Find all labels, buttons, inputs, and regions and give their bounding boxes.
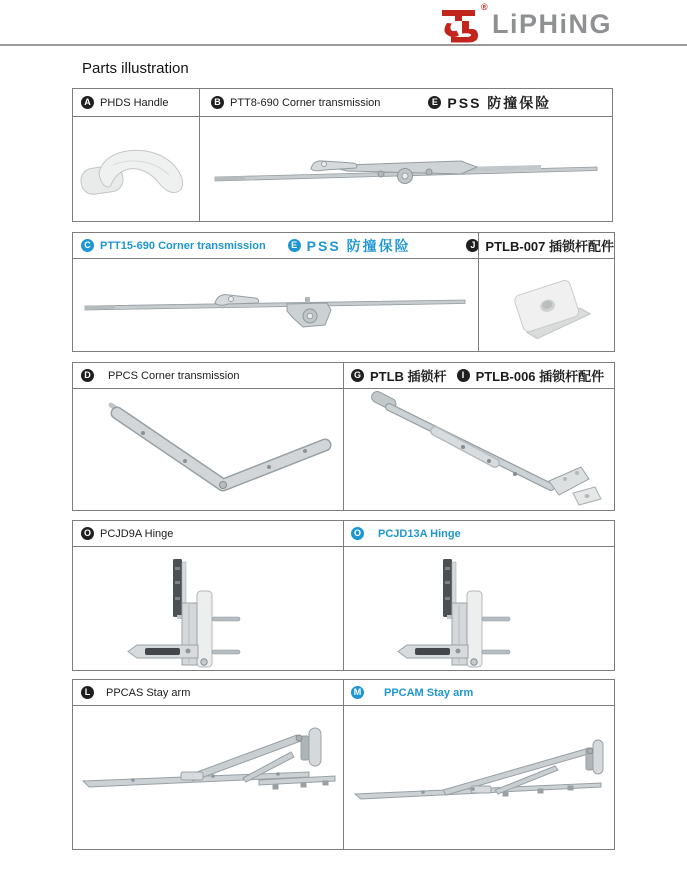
part-label-ptlb-006: PTLB-006 插锁杆配件 [475, 369, 605, 384]
pcjd13a-hinge-image [343, 547, 615, 670]
part-badge-d: D [81, 369, 94, 382]
header-cell-pcjd13a [343, 521, 614, 546]
part-badge-b: B [211, 96, 224, 109]
part-badge-pcjd13a: O [351, 527, 364, 540]
brand-mark-icon [437, 6, 481, 44]
part-label-pss: PSS 防撞保险 [447, 94, 552, 111]
header-cell-a [73, 89, 199, 116]
ptlb-rod-image [343, 389, 615, 510]
ptt15-690-bar-image [73, 259, 478, 351]
header-cell-b-e [199, 89, 612, 116]
part-badge-i: I [457, 369, 470, 382]
page-title: Parts illustration [82, 60, 189, 77]
phds-handle-image [73, 117, 199, 221]
part-badge-m: M [351, 686, 364, 699]
ppcs-corner-image [73, 389, 343, 510]
header-cell-d [73, 363, 343, 388]
part-label-ppcam: PPCAM Stay arm [384, 686, 474, 699]
header-cell-c-e [73, 233, 458, 258]
registered-symbol: ® [481, 2, 488, 12]
part-badge-a: A [81, 96, 94, 109]
part-badge-l: L [81, 686, 94, 699]
part-label-ppcas: PPCAS Stay arm [106, 686, 191, 699]
panel-ptt15-ptlb007 [72, 232, 615, 352]
panel-handle-transmission [72, 88, 613, 222]
brand-logo [437, 4, 667, 44]
panel-hinges [72, 520, 615, 671]
header-rule [0, 44, 687, 46]
part-label-ppcs: PPCS Corner transmission [108, 369, 240, 382]
part-label-phds-handle: PHDS Handle [100, 96, 169, 109]
ppcas-stay-arm-image [73, 706, 343, 849]
ptlb-007-plate-image [478, 259, 615, 351]
header-cell-j [458, 233, 614, 258]
ppcam-stay-arm-image [343, 706, 615, 849]
part-badge-pcjd9a: O [81, 527, 94, 540]
part-label-pss2: PSS 防撞保险 [306, 237, 411, 254]
header-cell-ppcas [73, 680, 343, 705]
part-label-pcjd9a: PCJD9A Hinge [100, 527, 174, 540]
part-badge-c: C [81, 239, 94, 252]
part-label-pcjd13a: PCJD13A Hinge [378, 527, 461, 540]
header-cell-ppcam [343, 680, 614, 705]
header-cell-pcjd9a [73, 521, 343, 546]
header-cell-g-i [343, 363, 614, 388]
part-label-ptt15-690: PTT15-690 Corner transmission [100, 239, 266, 252]
brand-name: LiPHiNG [492, 9, 613, 39]
part-label-ptlb: PTLB 插锁杆 [370, 369, 447, 384]
part-badge-e: E [428, 96, 441, 109]
part-badge-g: G [351, 369, 364, 382]
part-badge-e2: E [288, 239, 301, 252]
part-label-ptlb-007: PTLB-007 插锁杆配件 [485, 239, 614, 254]
panel-stay-arms [72, 679, 615, 850]
pcjd9a-hinge-image [73, 547, 343, 670]
panel-ppcs-ptlb [72, 362, 615, 511]
part-badge-j: J [466, 239, 479, 252]
part-label-ptt8-690: PTT8-690 Corner transmission [230, 96, 381, 109]
ptt8-690-bar-image [199, 117, 613, 221]
